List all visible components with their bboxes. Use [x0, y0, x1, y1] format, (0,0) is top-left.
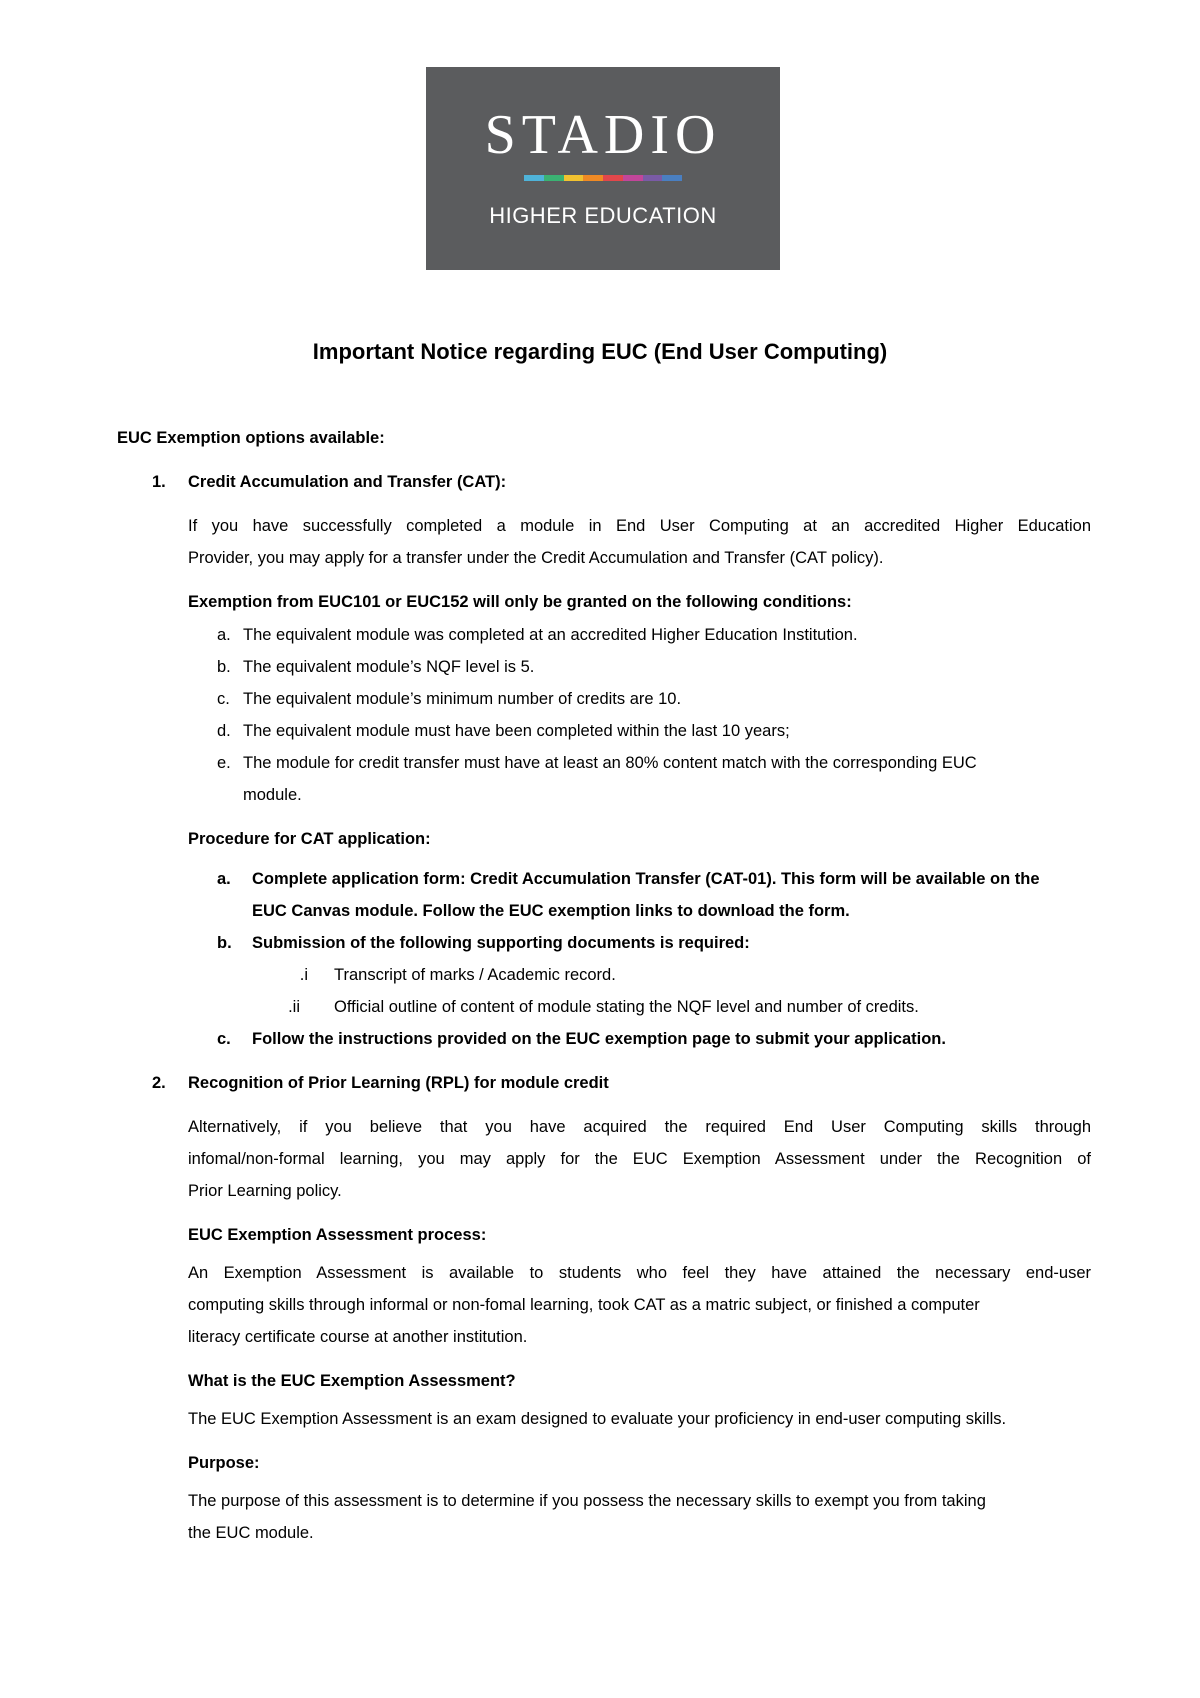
logo-bar-segment: [583, 175, 603, 181]
condition-marker: b.: [217, 658, 231, 676]
condition-marker: d.: [217, 722, 231, 740]
logo-bar-segment: [623, 175, 643, 181]
procedure-marker: b.: [217, 934, 232, 952]
logo-wordmark: STADIO: [484, 104, 722, 166]
logo-bar-segment: [544, 175, 564, 181]
purpose-paragraph-line1: The purpose of this assessment is to determine if you possess the necessary skills to exempt you from taking: [188, 1492, 986, 1510]
procedure-marker: a.: [217, 870, 231, 888]
section2-heading: Recognition of Prior Learning (RPL) for module credit: [188, 1074, 609, 1092]
procedure-heading: Procedure for CAT application:: [188, 830, 431, 848]
procedure-text: Submission of the following supporting documents is required:: [252, 934, 750, 952]
logo-bar-segment: [564, 175, 584, 181]
intro-heading: EUC Exemption options available:: [117, 429, 385, 447]
condition-text: The equivalent module must have been completed within the last 10 years;: [243, 722, 790, 740]
section2-paragraph-line3: Prior Learning policy.: [188, 1182, 342, 1200]
condition-marker: c.: [217, 690, 230, 708]
condition-marker: a.: [217, 626, 231, 644]
procedure-text: Complete application form: Credit Accumulation Transfer (CAT-01). This form will be available on the: [252, 870, 1040, 888]
condition-text: The equivalent module’s NQF level is 5.: [243, 658, 535, 676]
condition-text-continued: module.: [243, 786, 302, 804]
page-title: Important Notice regarding EUC (End User Computing): [312, 339, 888, 364]
purpose-heading: Purpose:: [188, 1454, 260, 1472]
stadio-logo: [426, 67, 780, 270]
section1-paragraph-line2: Provider, you may apply for a transfer under the Credit Accumulation and Transfer (CAT policy).: [188, 549, 884, 567]
section2-number: 2.: [152, 1074, 166, 1092]
procedure-marker: c.: [217, 1030, 231, 1048]
purpose-paragraph-line2: the EUC module.: [188, 1524, 314, 1542]
condition-text: The module for credit transfer must have at least an 80% content match with the corresponding EUC: [243, 754, 977, 772]
process-paragraph-line3: literacy certificate course at another institution.: [188, 1328, 528, 1346]
procedure-text: Follow the instructions provided on the EUC exemption page to submit your application.: [252, 1030, 946, 1048]
condition-text: The equivalent module’s minimum number of credits are 10.: [243, 690, 682, 708]
procedure-subitem-text: Transcript of marks / Academic record.: [334, 966, 616, 984]
document-page: STADIO HIGHER EDUCATION Important Notice regarding EUC (End User Computing) EUC Exemption options available: 1. Credit Accumulation and Transfer (CAT): If you have successfully completed a module in End User Computing at an accredited Higher Education Provider, you may apply for a transfer under the Credit Accumulation and Transfer (CAT policy). Exemption from EUC101 or EUC152 will only be granted on the following conditions: a. The equivalent module was completed at an accredited Higher Education Institution. b. The equivalent module’s NQF level is 5. c. The equivalent module’s minimum number of credits are 10. d. The equivalent module must have been completed within the last 10 years; e. The module for credit transfer must have at least an 80% content match with the corresponding EUC module. Procedure for CAT application: a. Complete application form: Credit Accumulation Transfer (CAT-01). This form will be available on the EUC Canvas module. Follow the EUC exemption links to download the form. b. Submission of the following supporting documents is required: i. Transcript of marks / Academic record. ii. Official outline of content of module stating the NQF level and number of credits. c. Follow the instructions provided on the EUC exemption page to submit your application. 2. Recognition of Prior Learning (RPL) for module credit Alternatively, if you believe that you have acquired the required End User Computing skills through infomal/non-formal learning, you may apply for the EUC Exemption Assessment under the Recognition of Prior Learning policy. EUC Exemption Assessment process: An Exemption Assessment is available to students who feel they have attained the necessary end-user computing skills through informal or non-fomal learning, took CAT as a matric subject, or finished a computer literacy certificate course at another institution. What is the EUC Exemption Assessment? The EUC Exemption Assessment is an exam designed to evaluate your proficiency in end-user computing skills. Purpose: The purpose of this assessment is to determine if you possess the necessary skills to exempt you from taking the EUC module.: [0, 0, 1200, 1698]
condition-text: The equivalent module was completed at an accredited Higher Education Institution.: [243, 626, 858, 644]
conditions-heading: Exemption from EUC101 or EUC152 will only be granted on the following conditions:: [188, 593, 852, 611]
logo-bar-segment: [662, 175, 682, 181]
process-paragraph-line1: An Exemption Assessment is available to students who feel they have attained the necessary end-user: [188, 1264, 1091, 1282]
logo-bar-segment: [643, 175, 663, 181]
logo-color-bar: [524, 175, 682, 181]
section1-paragraph-line1: If you have successfully completed a module in End User Computing at an accredited Higher Education: [188, 517, 1091, 535]
logo-subtitle: HIGHER EDUCATION: [489, 203, 717, 228]
section2-paragraph-line2: infomal/non-formal learning, you may apply for the EUC Exemption Assessment under the Recognition of: [188, 1150, 1091, 1168]
logo-bar-segment: [603, 175, 623, 181]
process-paragraph-line2: computing skills through informal or non-fomal learning, took CAT as a matric subject, or finished a computer: [188, 1296, 980, 1314]
section2-paragraph-line1: Alternatively, if you believe that you have acquired the required End User Computing skills through: [188, 1118, 1091, 1136]
process-heading: EUC Exemption Assessment process:: [188, 1226, 487, 1244]
section1-heading: Credit Accumulation and Transfer (CAT):: [188, 473, 507, 491]
logo-bar-segment: [524, 175, 544, 181]
section1-number: 1.: [152, 473, 166, 491]
procedure-subitem-text: Official outline of content of module stating the NQF level and number of credits.: [334, 998, 919, 1016]
what-text: The EUC Exemption Assessment is an exam designed to evaluate your proficiency in end-user computing skills.: [188, 1410, 1007, 1428]
procedure-text-continued: EUC Canvas module. Follow the EUC exemption links to download the form.: [252, 902, 850, 920]
condition-marker: e.: [217, 754, 231, 772]
what-heading: What is the EUC Exemption Assessment?: [188, 1372, 516, 1390]
